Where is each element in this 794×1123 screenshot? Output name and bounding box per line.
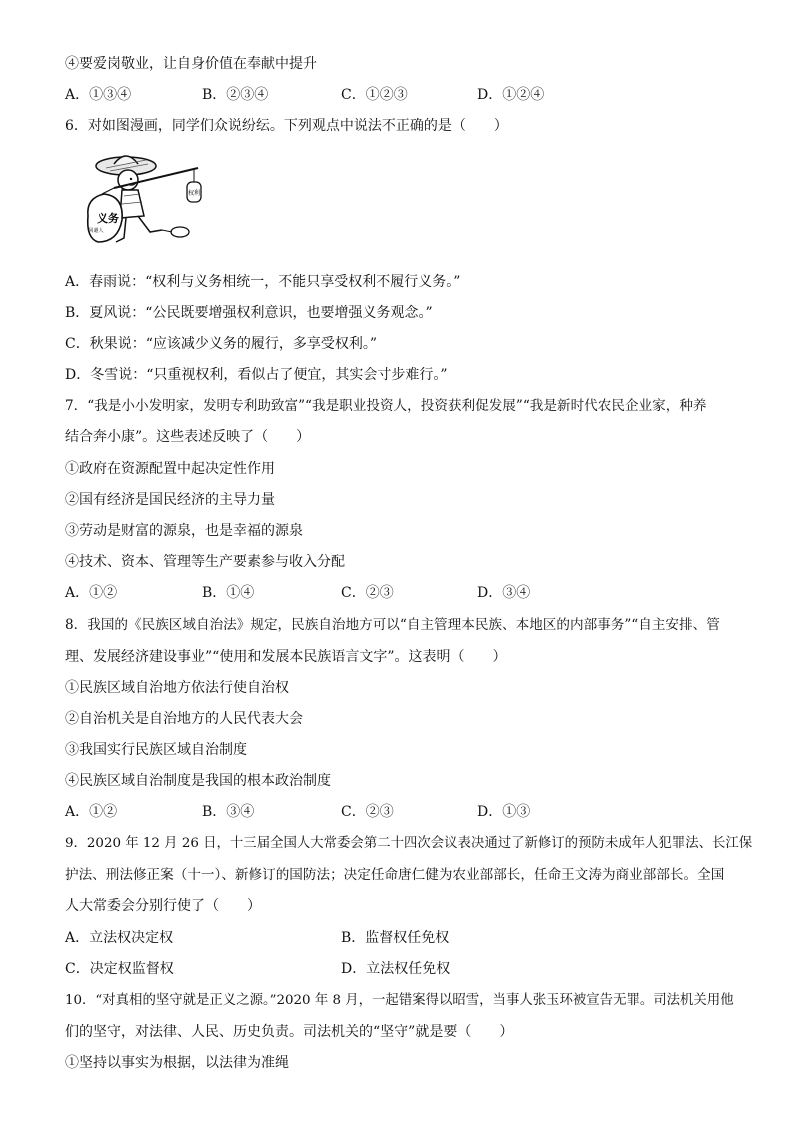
q7-option-b: B．①④ — [202, 585, 255, 601]
q6-option-a: A．春雨说：“权利与义务相统一，不能只享受权利不履行义务。” — [65, 274, 461, 290]
q9-stem-line-2: 护法、刑法修正案（十一）、新修订的国防法；决定任命唐仁健为农业部部长，任命王文涛为商业部部长。全国 — [65, 867, 725, 883]
q8-stem-line-1: 8．我国的《民族区域自治法》规定，民族自治地方可以“自主管理本民族、本地区的内部事务”“自主安排、管 — [65, 617, 720, 633]
q5-item-4: ④要爱岗敬业，让自身价值在奉献中提升 — [65, 56, 317, 72]
q6-stem: 6．对如图漫画，同学们众说纷纭。下列观点中说法不正确的是（ ） — [65, 118, 508, 134]
q5-option-c: C．①②③ — [341, 87, 408, 103]
q9-option-a: A．立法权决定权 — [65, 930, 174, 946]
q7-stem-line-2: 结合奔小康”。这些表述反映了（ ） — [65, 429, 311, 445]
q8-item-2: ②自治机关是自治地方的人民代表大会 — [65, 711, 303, 727]
q10-stem-line-1: 10．“对真相的坚守就是正义之源。”2020 年 8 月，一起错案得以昭雪，当事人张玉环被宣告无罪。司法机关用他 — [65, 993, 734, 1008]
q5-option-b: B．②③④ — [202, 87, 269, 103]
q8-option-d: D．①③ — [477, 804, 531, 820]
q8-item-1: ①民族区域自治地方依法行使自治权 — [65, 680, 289, 696]
q7-item-3: ③劳动是财富的源泉，也是幸福的源泉 — [65, 523, 303, 539]
q8-option-a: A．①② — [65, 804, 118, 820]
q8-stem-line-2: 理、发展经济建设事业”“使用和发展本民族语言文字”。这表明（ ） — [65, 649, 507, 665]
q6-option-d: D．冬雪说：“只重视权利，看似占了便宜，其实会寸步难行。” — [65, 367, 448, 383]
q7-stem-line-1: 7．“我是小小发明家，发明专利助致富”“我是职业投资人，投资获利促发展”“我是新时代农民企业家，种养 — [65, 398, 707, 414]
q10-item-1: ①坚持以事实为根据，以法律为准绳 — [65, 1055, 289, 1071]
q9-option-c: C．决定权监督权 — [65, 961, 174, 977]
q5-option-d: D．①②④ — [477, 87, 545, 103]
sack-sub-label: 回避人 — [88, 228, 104, 234]
q7-option-d: D．③④ — [477, 585, 531, 601]
q7-option-c: C．②③ — [341, 585, 394, 601]
q9-stem-line-1: 9．2020 年 12 月 26 日，十三届全国人大常委会第二十四次会议表决通过了新修订的预防未成年人犯罪法、长江保 — [65, 836, 753, 851]
q8-option-c: C．②③ — [341, 804, 394, 820]
q6-option-c: C．秋果说：“应该减少义务的履行，多享受权利。” — [65, 336, 378, 352]
q10-stem-line-2: 们的坚守，对法律、人民、历史负责。司法机关的“坚守”就是要（ ） — [65, 1024, 514, 1040]
q7-item-1: ①政府在资源配置中起决定性作用 — [65, 461, 275, 477]
q7-item-2: ②国有经济是国民经济的主导力量 — [65, 492, 275, 508]
pouch-label: 权利 — [187, 190, 201, 197]
q5-option-a: A．①③④ — [65, 87, 132, 103]
q7-item-4: ④技术、资本、管理等生产要素参与收入分配 — [65, 554, 345, 570]
q8-item-3: ③我国实行民族区域自治制度 — [65, 742, 247, 758]
q8-item-4: ④民族区域自治制度是我国的根本政治制度 — [65, 773, 331, 789]
q9-option-b: B．监督权任免权 — [341, 930, 450, 946]
sack-label: 义务 — [97, 212, 119, 225]
q9-option-d: D．立法权任免权 — [341, 961, 451, 977]
cartoon-image — [84, 146, 208, 252]
q6-option-b: B．夏风说：“公民既要增强权利意识，也要增强义务观念。” — [65, 305, 433, 321]
q8-option-b: B．③④ — [202, 804, 255, 820]
q7-option-a: A．①② — [65, 585, 118, 601]
q9-stem-line-3: 人大常委会分别行使了（ ） — [65, 898, 261, 914]
